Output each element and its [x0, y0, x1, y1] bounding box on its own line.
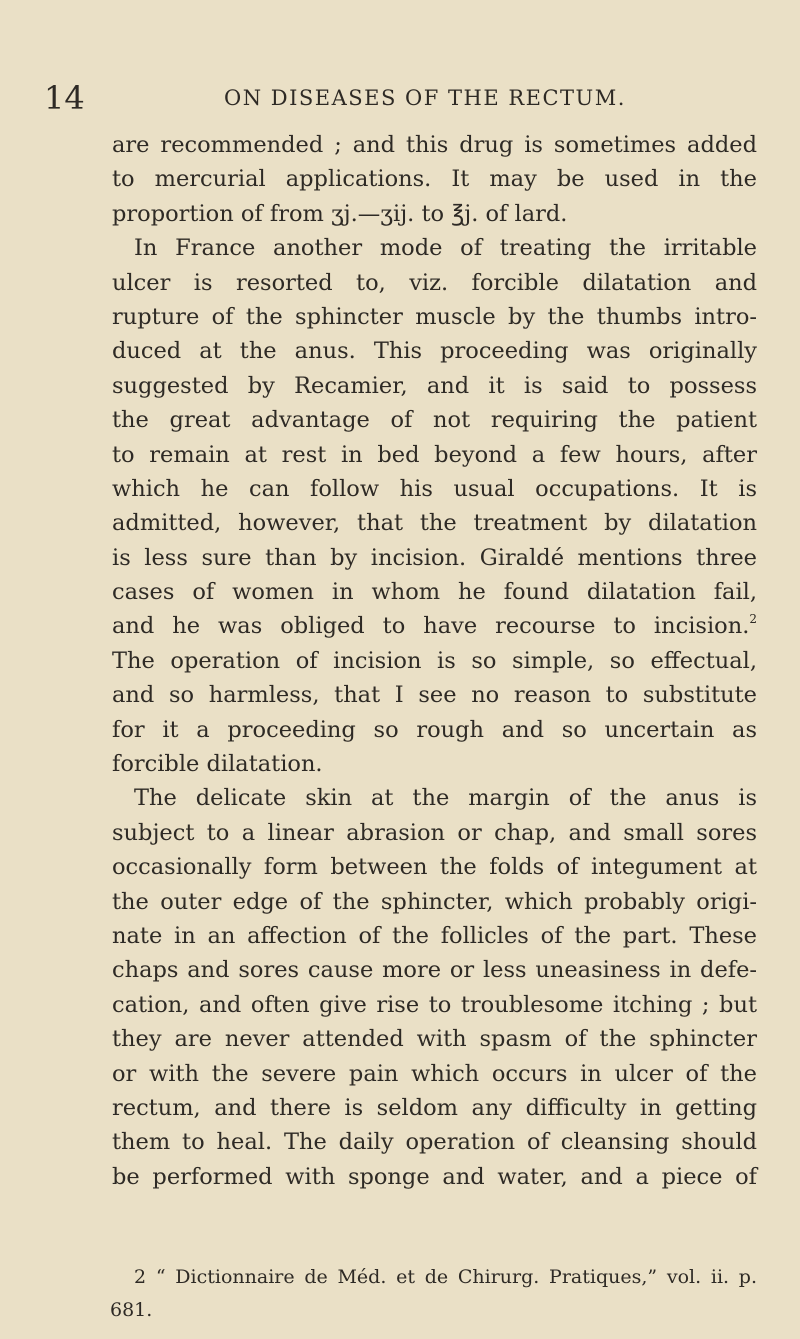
- text-line: proportion of from ʒj.—ʒij. to ℥j. of lard.: [112, 200, 568, 227]
- text-line: are recommended ; and this drug is sometimes added: [112, 132, 757, 158]
- page-header: [44, 78, 720, 118]
- text-line: In France another mode of treating the irritable: [134, 235, 757, 262]
- text-line: the outer edge of the sphincter, which probably origi-: [112, 888, 757, 915]
- text-line: to mercurial applications. It may be used in the: [112, 166, 757, 193]
- text-line: be performed with sponge and water, and a piece of: [112, 1163, 757, 1190]
- text-line: for it a proceeding so rough and so uncertain as: [112, 716, 757, 743]
- text-line: or with the severe pain which occurs in ulcer of the: [112, 1060, 757, 1087]
- text-line: subject to a linear abrasion or chap, and small sores: [112, 819, 757, 846]
- text-line: forcible dilatation.: [112, 751, 323, 778]
- text-line: nate in an affection of the follicles of the part. These: [112, 922, 757, 949]
- text-line: suggested by Recamier, and it is said to possess: [112, 372, 757, 399]
- text-line: they are never attended with spasm of the sphincter: [112, 1026, 757, 1053]
- text-line: [112, 609, 757, 643]
- text-line: duced at the anus. This proceeding was originally: [112, 338, 757, 365]
- footnote-text: “ Dictionnaire de Méd. et de Chirurg. Pratiques,” vol. ii. p.: [155, 1266, 758, 1288]
- footnote: [112, 1261, 757, 1327]
- text-line: ulcer is resorted to, viz. forcible dilatation and: [112, 269, 757, 296]
- text-line: The operation of incision is so simple, so effectual,: [112, 647, 757, 674]
- footnote-reference: 2: [749, 612, 757, 627]
- text-line-content: and he was obliged to have recourse to incision.: [112, 613, 750, 640]
- running-head: ON DISEASES OF THE RECTUM.: [224, 86, 626, 110]
- text-line: rupture of the sphincter muscle by the thumbs intro-: [112, 303, 757, 330]
- text-line: is less sure than by incision. Giraldé mentions three: [112, 544, 757, 571]
- text-line: occasionally form between the folds of integument at: [112, 854, 757, 881]
- body-text: [112, 128, 757, 1194]
- text-line: them to heal. The daily operation of cleansing should: [112, 1129, 757, 1156]
- text-line: the great advantage of not requiring the patient: [112, 407, 757, 434]
- footnote-line: [112, 1261, 757, 1294]
- text-line: rectum, and there is seldom any difficulty in getting: [112, 1094, 757, 1121]
- text-line: chaps and sores cause more or less uneasiness in defe-: [112, 957, 757, 984]
- text-line: The delicate skin at the margin of the anus is: [134, 785, 757, 812]
- text-line: admitted, however, that the treatment by dilatation: [112, 510, 757, 537]
- page-number: 14: [44, 79, 85, 117]
- text-line: to remain at rest in bed beyond a few hours, after: [112, 441, 757, 468]
- text-line: cases of women in whom he found dilatation fail,: [112, 579, 757, 606]
- text-line: and so harmless, that I see no reason to substitute: [112, 682, 757, 709]
- text-line: cation, and often give rise to troublesome itching ; but: [112, 991, 757, 1018]
- footnote-line: 681.: [110, 1299, 153, 1321]
- text-line: which he can follow his usual occupations. It is: [112, 475, 757, 502]
- footnote-marker: 2: [134, 1266, 147, 1288]
